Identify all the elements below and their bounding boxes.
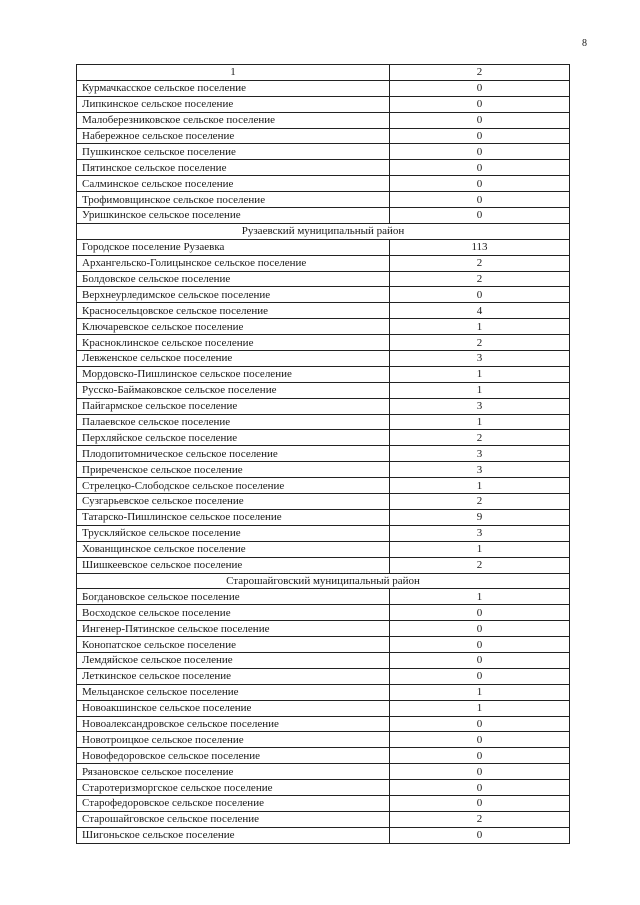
settlement-name: Приреченское сельское поселение <box>77 462 390 478</box>
header-cell-column-1: 1 <box>77 65 390 81</box>
settlement-name: Рязановское сельское поселение <box>77 764 390 780</box>
settlement-name: Старошайговское сельское поселение <box>77 811 390 827</box>
settlement-value: 0 <box>390 80 570 96</box>
settlement-value: 0 <box>390 621 570 637</box>
settlement-name: Хованщинское сельское поселение <box>77 541 390 557</box>
settlement-value: 0 <box>390 144 570 160</box>
table-row <box>77 811 570 827</box>
table-row <box>77 589 570 605</box>
settlement-name: Русско-Баймаковское сельское поселение <box>77 382 390 398</box>
table-row <box>77 160 570 176</box>
settlement-name: Лемдяйское сельское поселение <box>77 652 390 668</box>
table-row <box>77 525 570 541</box>
settlement-name: Салминское сельское поселение <box>77 176 390 192</box>
table-row <box>77 827 570 843</box>
settlement-value: 1 <box>390 478 570 494</box>
settlement-name: Левженское сельское поселение <box>77 351 390 367</box>
table-header-row <box>77 65 570 81</box>
settlement-name: Сузгарьевское сельское поселение <box>77 494 390 510</box>
settlement-name: Старотеризморгское сельское поселение <box>77 780 390 796</box>
table-row <box>77 430 570 446</box>
settlement-name: Красносельцовское сельское поселение <box>77 303 390 319</box>
settlement-value: 3 <box>390 446 570 462</box>
settlement-value: 1 <box>390 700 570 716</box>
table-row <box>77 494 570 510</box>
table-row <box>77 239 570 255</box>
settlement-value: 0 <box>390 732 570 748</box>
table-row <box>77 668 570 684</box>
settlement-value: 0 <box>390 96 570 112</box>
settlement-value: 0 <box>390 748 570 764</box>
settlement-name: Плодопитомническое сельское поселение <box>77 446 390 462</box>
settlement-name: Набережное сельское поселение <box>77 128 390 144</box>
table-row <box>77 112 570 128</box>
settlement-value: 2 <box>390 494 570 510</box>
table-row <box>77 780 570 796</box>
settlement-value: 9 <box>390 509 570 525</box>
table-row <box>77 700 570 716</box>
table-row <box>77 637 570 653</box>
settlement-value: 0 <box>390 716 570 732</box>
table-row <box>77 684 570 700</box>
settlement-name: Новофедоровское сельское поселение <box>77 748 390 764</box>
table-row <box>77 128 570 144</box>
table-row <box>77 335 570 351</box>
table-row <box>77 271 570 287</box>
district-header-row <box>77 573 570 589</box>
settlements-table <box>76 64 570 844</box>
table-row <box>77 366 570 382</box>
settlement-value: 2 <box>390 811 570 827</box>
table-row <box>77 176 570 192</box>
settlement-name: Курмачкасское сельское поселение <box>77 80 390 96</box>
settlement-name: Пятинское сельское поселение <box>77 160 390 176</box>
table-row <box>77 541 570 557</box>
table-row <box>77 605 570 621</box>
settlement-value: 2 <box>390 335 570 351</box>
settlement-name: Старофедоровское сельское поселение <box>77 795 390 811</box>
table-row <box>77 621 570 637</box>
settlement-name: Палаевское сельское поселение <box>77 414 390 430</box>
table-row <box>77 748 570 764</box>
settlement-value: 3 <box>390 525 570 541</box>
table-row <box>77 96 570 112</box>
settlement-name: Трофимовщинское сельское поселение <box>77 192 390 208</box>
settlement-name: Городское поселение Рузаевка <box>77 239 390 255</box>
settlement-value: 0 <box>390 780 570 796</box>
district-header-row <box>77 223 570 239</box>
settlement-name: Верхнеурледимское сельское поселение <box>77 287 390 303</box>
settlement-name: Шишкеевское сельское поселение <box>77 557 390 573</box>
settlement-value: 1 <box>390 414 570 430</box>
table-row <box>77 716 570 732</box>
table-row <box>77 319 570 335</box>
table-row <box>77 446 570 462</box>
settlement-name: Новоалександровское сельское поселение <box>77 716 390 732</box>
settlement-name: Пайгармское сельское поселение <box>77 398 390 414</box>
settlement-value: 2 <box>390 271 570 287</box>
settlement-value: 3 <box>390 462 570 478</box>
table-row <box>77 382 570 398</box>
settlement-name: Пушкинское сельское поселение <box>77 144 390 160</box>
settlement-value: 0 <box>390 160 570 176</box>
settlement-value: 0 <box>390 637 570 653</box>
settlement-value: 1 <box>390 382 570 398</box>
settlement-value: 0 <box>390 605 570 621</box>
settlement-name: Мельцанское сельское поселение <box>77 684 390 700</box>
settlement-name: Стрелецко-Слободское сельское поселение <box>77 478 390 494</box>
settlement-value: 0 <box>390 128 570 144</box>
settlement-name: Восходское сельское поселение <box>77 605 390 621</box>
settlement-value: 1 <box>390 319 570 335</box>
settlement-value: 3 <box>390 398 570 414</box>
settlement-value: 0 <box>390 287 570 303</box>
settlement-value: 0 <box>390 208 570 224</box>
settlement-name: Перхляйское сельское поселение <box>77 430 390 446</box>
settlement-name: Ингенер-Пятинское сельское поселение <box>77 621 390 637</box>
settlement-value: 0 <box>390 827 570 843</box>
settlement-value: 0 <box>390 668 570 684</box>
settlement-value: 4 <box>390 303 570 319</box>
settlement-name: Болдовское сельское поселение <box>77 271 390 287</box>
table-row <box>77 208 570 224</box>
table-row <box>77 764 570 780</box>
table-row <box>77 398 570 414</box>
settlement-value: 0 <box>390 764 570 780</box>
header-cell-column-2: 2 <box>390 65 570 81</box>
settlement-name: Леткинское сельское поселение <box>77 668 390 684</box>
settlement-value: 1 <box>390 684 570 700</box>
settlement-value: 0 <box>390 652 570 668</box>
table-row <box>77 478 570 494</box>
settlement-name: Шигоньское сельское поселение <box>77 827 390 843</box>
settlement-name: Новотроицкое сельское поселение <box>77 732 390 748</box>
table-row <box>77 462 570 478</box>
table-body <box>77 65 570 844</box>
table-row <box>77 652 570 668</box>
table-row <box>77 144 570 160</box>
settlement-value: 2 <box>390 557 570 573</box>
table-row <box>77 80 570 96</box>
settlement-name: Конопатское сельское поселение <box>77 637 390 653</box>
settlement-value: 0 <box>390 112 570 128</box>
settlement-name: Красноклинское сельское поселение <box>77 335 390 351</box>
settlement-value: 1 <box>390 366 570 382</box>
settlement-name: Уришкинское сельское поселение <box>77 208 390 224</box>
table-row <box>77 303 570 319</box>
settlement-name: Богдановское сельское поселение <box>77 589 390 605</box>
settlement-name: Мордовско-Пишлинское сельское поселение <box>77 366 390 382</box>
table-row <box>77 255 570 271</box>
district-name: Рузаевский муниципальный район <box>77 223 570 239</box>
settlement-name: Липкинское сельское поселение <box>77 96 390 112</box>
table-row <box>77 509 570 525</box>
settlement-value: 113 <box>390 239 570 255</box>
table-row <box>77 557 570 573</box>
settlement-value: 2 <box>390 255 570 271</box>
settlement-value: 2 <box>390 430 570 446</box>
page-number: 8 <box>582 38 587 49</box>
table-row <box>77 351 570 367</box>
table-row <box>77 192 570 208</box>
table-row <box>77 732 570 748</box>
settlement-value: 0 <box>390 192 570 208</box>
settlement-name: Архангельско-Голицынское сельское поселение <box>77 255 390 271</box>
settlement-value: 0 <box>390 176 570 192</box>
settlement-value: 0 <box>390 795 570 811</box>
settlement-name: Новоакшинское сельское поселение <box>77 700 390 716</box>
district-name: Старошайговский муниципальный район <box>77 573 570 589</box>
settlement-name: Татарско-Пишлинское сельское поселение <box>77 509 390 525</box>
table-row <box>77 287 570 303</box>
settlement-name: Малоберезниковское сельское поселение <box>77 112 390 128</box>
settlement-name: Ключаревское сельское поселение <box>77 319 390 335</box>
table-row <box>77 795 570 811</box>
settlement-name: Трускляйское сельское поселение <box>77 525 390 541</box>
table-row <box>77 414 570 430</box>
settlement-value: 1 <box>390 541 570 557</box>
settlement-value: 1 <box>390 589 570 605</box>
settlement-value: 3 <box>390 351 570 367</box>
